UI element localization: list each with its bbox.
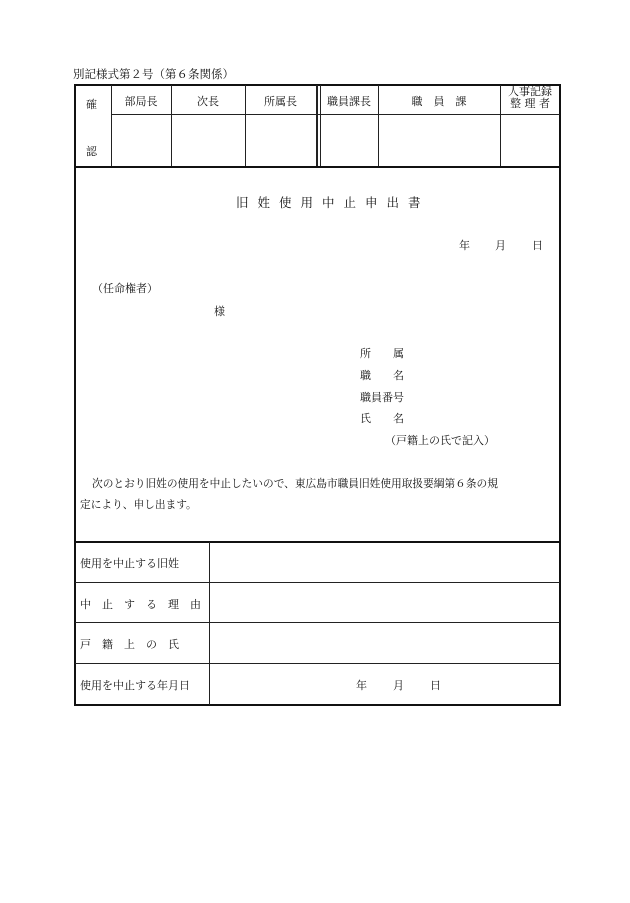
appointer-label: （任命権者） <box>92 282 158 295</box>
stop-date-year: 年 <box>356 679 367 692</box>
field-job-title: 職 名 <box>360 369 404 382</box>
stop-date-month: 月 <box>393 679 404 692</box>
stop-date-day: 日 <box>430 679 441 692</box>
col-personnel-section: 職 員 課 <box>411 95 467 108</box>
date-day: 日 <box>532 239 543 252</box>
detail-row-line <box>75 582 560 583</box>
honorific: 様 <box>214 305 225 318</box>
col-section-chief: 所属長 <box>264 95 297 108</box>
date-month: 月 <box>495 239 506 252</box>
row-label-reason: 中 止 す る 理 由 <box>80 598 201 611</box>
row-label-former-surname: 使用を中止する旧姓 <box>80 557 179 570</box>
approval-header-line <box>111 114 560 115</box>
detail-row-line <box>75 663 560 664</box>
field-affiliation: 所 属 <box>360 347 404 360</box>
row-label-family-register-surname: 戸 籍 上 の 氏 <box>80 638 179 651</box>
field-name: 氏 名 <box>360 412 404 425</box>
detail-divider <box>209 542 210 705</box>
row-label-stop-date: 使用を中止する年月日 <box>80 679 190 692</box>
field-employee-no: 職員番号 <box>360 391 404 404</box>
body-text-line1: 次のとおり旧姓の使用を中止したいので、東広島市職員旧姓使用取扱要綱第６条の規 <box>92 477 498 490</box>
field-name-note: （戸籍上の氏で記入） <box>385 434 495 447</box>
form-caption: 別記様式第２号（第６条関係） <box>73 67 234 81</box>
approval-side-bottom: 認 <box>86 145 97 158</box>
document-title: 旧姓使用中止申出書 <box>236 195 430 210</box>
approval-divider <box>316 85 318 167</box>
records-keeper-line2: 整 理 者 <box>510 97 550 110</box>
date-year: 年 <box>459 239 470 252</box>
body-text-line2: 定により、申し出ます。 <box>80 498 197 511</box>
col-deputy: 次長 <box>197 95 219 108</box>
approval-side-top: 確 <box>86 98 97 111</box>
records-keeper-line1: 人事記録 <box>508 85 552 98</box>
col-personnel-manager: 職員課長 <box>327 95 371 108</box>
col-bureau-chief: 部局長 <box>124 95 158 108</box>
col-records-keeper <box>500 86 560 110</box>
detail-row-line <box>75 622 560 623</box>
